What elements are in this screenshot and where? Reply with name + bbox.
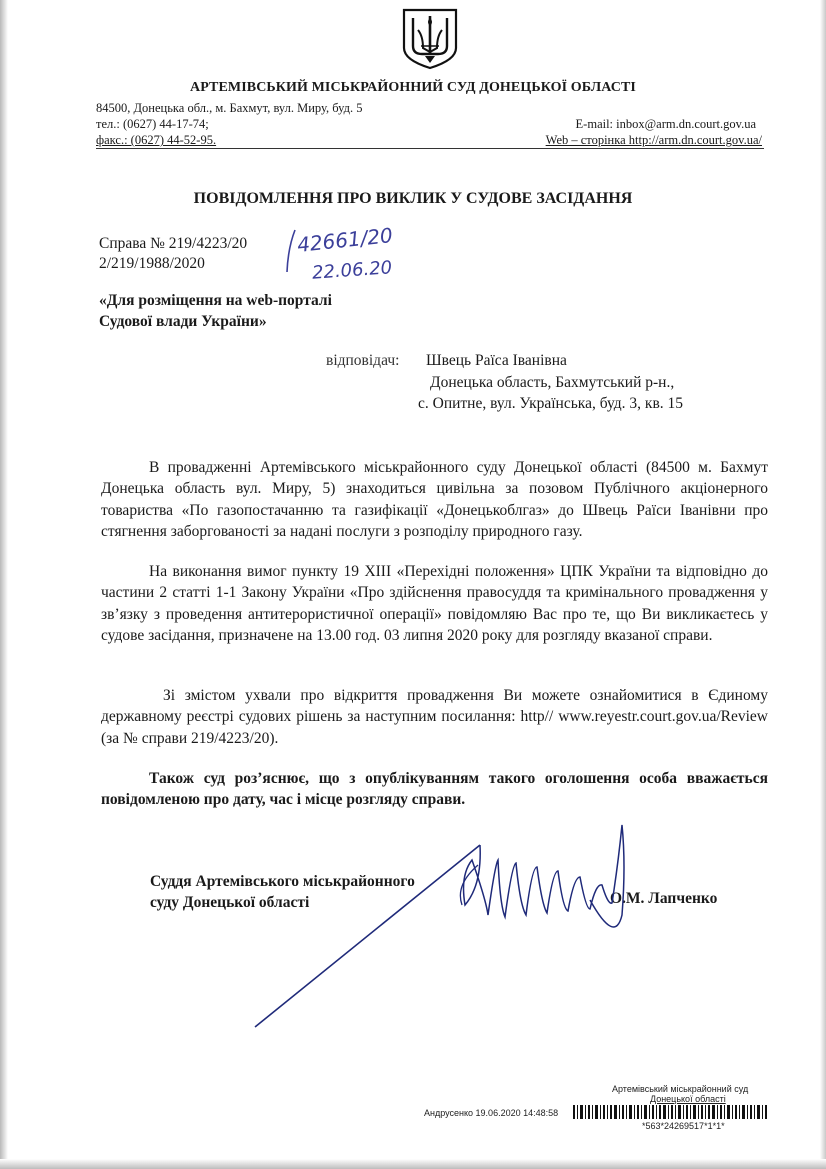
scan-left-edge [0,0,8,1169]
placement-note-line1: «Для розміщення на web-порталі [99,292,332,309]
header-divider [96,148,764,149]
clerk-stamp: Андрусенко 19.06.2020 14:48:58 [424,1108,559,1118]
judge-name: О.М. Лапченко [610,890,718,907]
respondent-address-line1: Донецька область, Бахмутський р-н., [430,374,675,391]
handwritten-registration-date: 22.06.20 [311,257,393,284]
court-fax: факс.: (0627) 44-52-95. [96,133,217,147]
handwritten-signature [250,805,650,1035]
respondent-label: відповідач: [326,352,400,369]
scan-right-edge [820,0,826,1169]
court-website: Web – сторінка http://arm.dn.court.gov.ua/ [545,133,762,147]
signature-title-line1: Суддя Артемівського міськрайонного [150,873,415,890]
stamp-court-line1: Артемівський міськрайонний суд [612,1084,749,1094]
case-number: Справа № 219/4223/20 [99,235,248,252]
paragraph-proceeding: В провадженні Артемівського міськрайонного суду Донецької області (84500 м. Бахмут Донецька область вул. Миру, 5) знаходиться цивільна за позовом Публічного акціонерного товариства «По газопостачанню та газифікації «Донецькоблгаз» до Швець Раїси Іванівни про стягнення заборгованості за надані послуги з розподілу природного газу. [101,459,768,540]
scan-bottom-edge [0,1159,826,1169]
respondent-address-line2: с. Опитне, вул. Українська, буд. 3, кв. 15 [418,395,684,412]
paragraph-summons: На виконання вимог пункту 19 XIII «Перехідні положення» ЦПК України та відповідно до частини 2 статті 1-1 Закону України «Про здійснення правосуддя та кримінального провадження у зв’язку з проведення антитерористичної операції» повідомляю Вас про те, що Ви викликаєтесь у судове засідання, призначене на 13.00 год. 03 липня 2020 року для розгляду вказаної справи. [101,563,768,644]
barcode-text: *563*24269517*1*1* [642,1121,725,1131]
barcode [573,1105,769,1119]
court-email: E-mail: inbox@arm.dn.court.gov.ua [575,117,756,131]
court-phone: тел.: (0627) 44-17-74; [96,117,209,131]
paragraph-explanation: Також суд роз’яснює, що з опублікуванням такого оголошення особа вважається повідомленою про дату, час і місце розгляду справи. [101,770,768,809]
placement-note-line2: Судової влади України» [99,313,267,330]
handwritten-registration-number: 42661/20 [296,223,394,257]
document-title: ПОВІДОМЛЕННЯ ПРО ВИКЛИК У СУДОВЕ ЗАСІДАННЯ [193,190,633,207]
respondent-name: Швець Раїса Іванівна [426,352,567,369]
court-address: 84500, Донецька обл., м. Бахмут, вул. Миру, буд. 5 [96,101,363,115]
proceeding-number: 2/219/1988/2020 [99,255,205,272]
stamp-court-line2: Донецької області [650,1094,726,1104]
signature-title-line2: суду Донецької області [150,894,310,911]
paragraph-registry: Зі змістом ухвали про відкриття провадження Ви можете ознайомитися в Єдиному державному реєстрі судових рішень за наступним посилання: http// www.reyestr.court.gov.ua/Review (за № справи 219/4223/20). [101,687,768,747]
court-name: АРТЕМІВСЬКИЙ МІСЬКРАЙОННИЙ СУД ДОНЕЦЬКОЇ ОБЛАСТІ [190,80,636,95]
coat-of-arms-icon [401,8,459,70]
